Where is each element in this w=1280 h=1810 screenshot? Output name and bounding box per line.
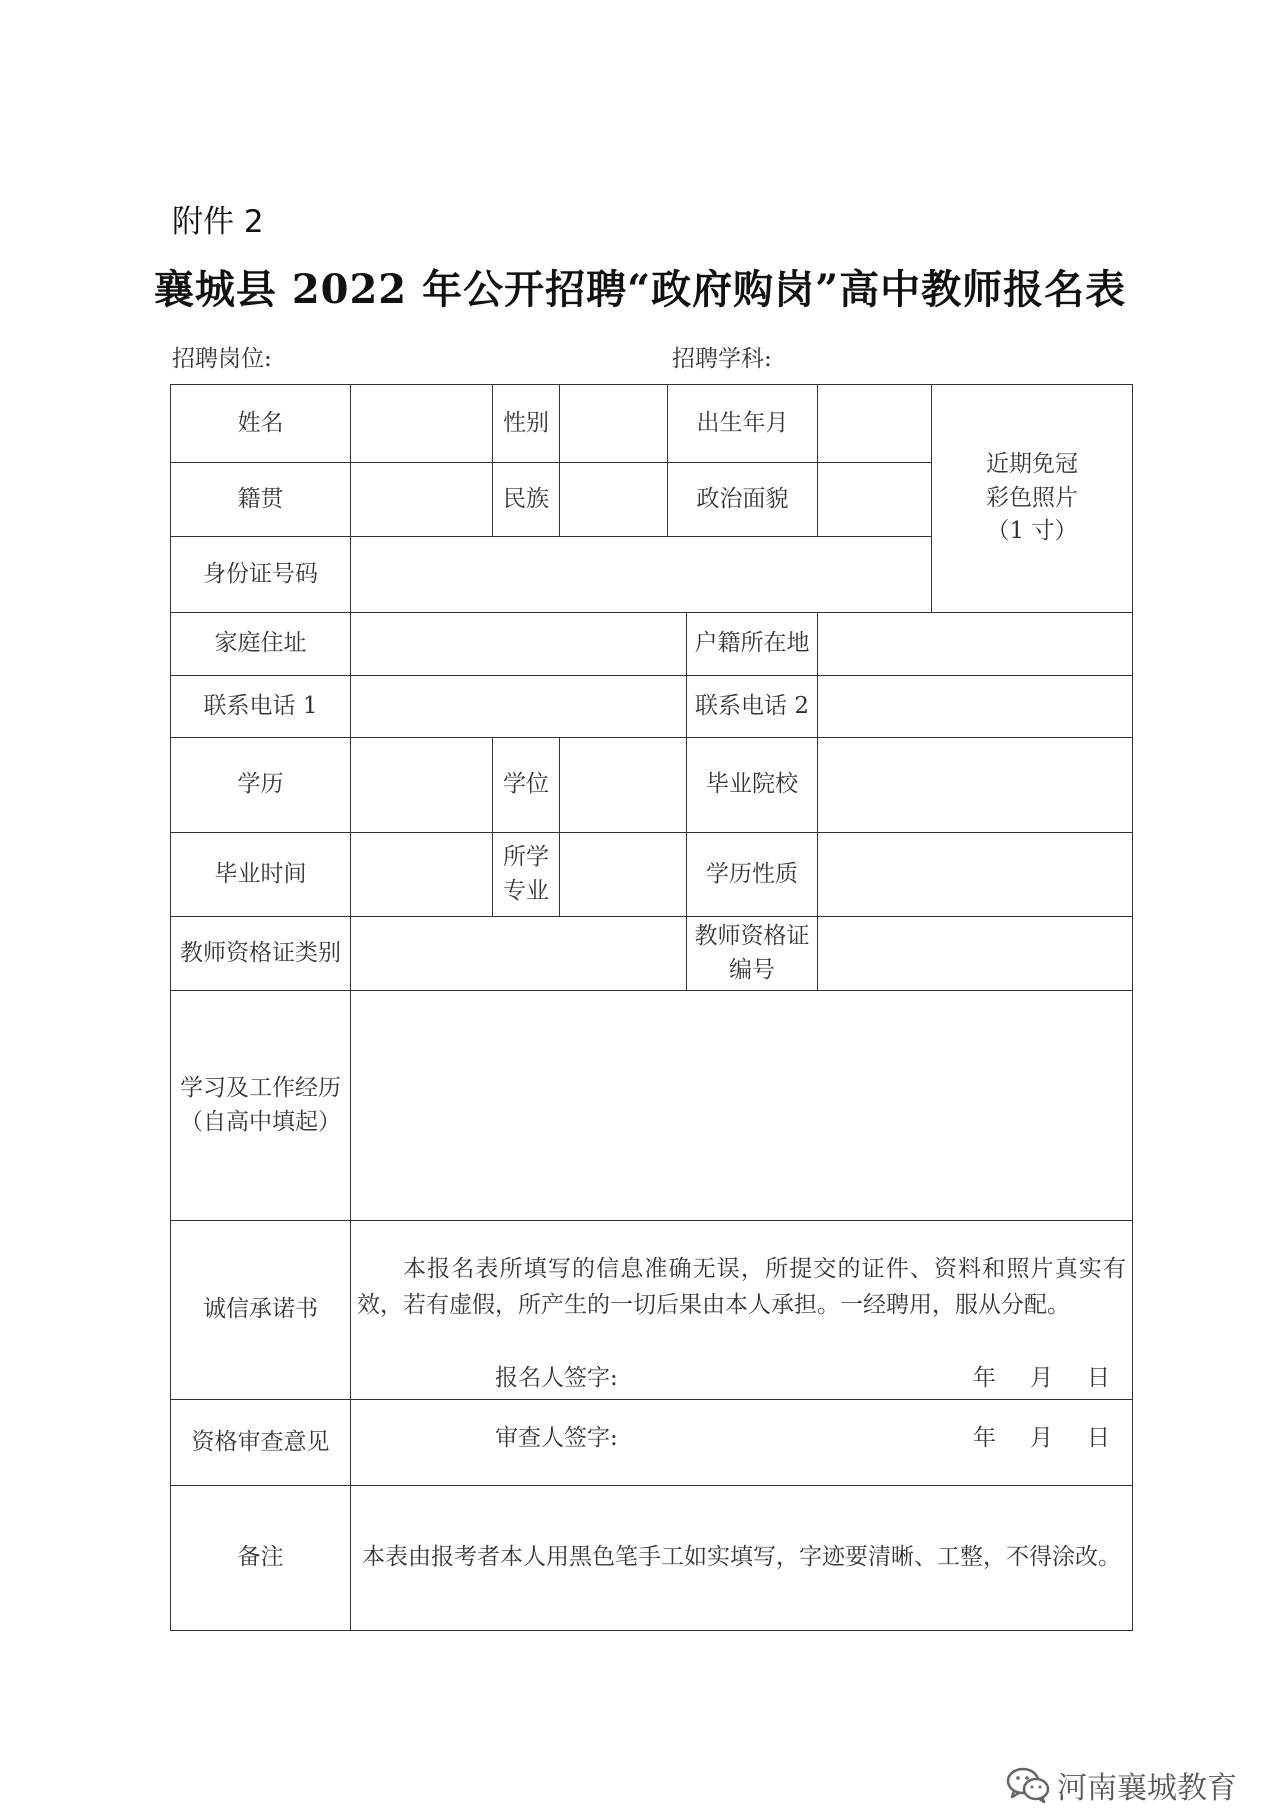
gender-value[interactable] <box>560 385 668 463</box>
gender-label: 性别 <box>493 385 560 463</box>
phone2-label: 联系电话 2 <box>687 676 818 738</box>
subject-label: 招聘学科: <box>672 346 772 372</box>
review-date-day: 日 <box>1087 1424 1110 1451</box>
home-address-label: 家庭住址 <box>171 613 351 676</box>
education-label: 学历 <box>171 738 351 833</box>
review-box[interactable] <box>351 1400 1133 1486</box>
date-year: 年 <box>973 1364 996 1391</box>
post-field <box>172 340 272 373</box>
cert-type-label: 教师资格证类别 <box>171 917 351 991</box>
review-label: 资格审查意见 <box>171 1400 351 1486</box>
phone2-value[interactable] <box>818 676 1133 738</box>
political-value[interactable] <box>818 463 932 537</box>
remark-text: 本表由报考者本人用黑色笔手工如实填写，字迹要清晰、工整，不得涂改。 <box>351 1486 1133 1631</box>
applicant-sign-label: 报名人签字: <box>495 1364 618 1391</box>
photo-box[interactable] <box>932 385 1133 613</box>
history-value[interactable] <box>351 991 1133 1221</box>
wechat-icon <box>1005 1766 1051 1804</box>
ethnic-label: 民族 <box>493 463 560 537</box>
watermark <box>1005 1763 1237 1807</box>
birth-label: 出生年月 <box>668 385 818 463</box>
cert-no-label <box>687 917 818 991</box>
hukou-value[interactable] <box>818 613 1133 676</box>
pledge-text: 本报名表所填写的信息准确无误，所提交的证件、资料和照片真实有效，若有虚假，所产生的一切后果由本人承担。一经聘用，服从分配。 <box>357 1256 1126 1318</box>
education-value[interactable] <box>351 738 493 833</box>
edu-nature-label: 学历性质 <box>687 833 818 917</box>
form-title: 襄城县 2022 年公开招聘“政府购岗”高中教师报名表 <box>153 266 1127 313</box>
native-value[interactable] <box>351 463 493 537</box>
native-label: 籍贯 <box>171 463 351 537</box>
degree-value[interactable] <box>560 738 687 833</box>
name-value[interactable] <box>351 385 493 463</box>
applicant-sign-row <box>355 1362 1128 1398</box>
date-month: 月 <box>1030 1364 1053 1391</box>
id-number-label: 身份证号码 <box>171 537 351 613</box>
cert-type-value[interactable] <box>351 917 687 991</box>
pledge-label: 诚信承诺书 <box>171 1221 351 1400</box>
major-line-1: 所学 <box>503 844 549 871</box>
phone1-label: 联系电话 1 <box>171 676 351 738</box>
reviewer-sign-row <box>355 1422 1128 1452</box>
edu-nature-value[interactable] <box>818 833 1133 917</box>
photo-line-1: 近期免冠 <box>986 451 1078 478</box>
history-line-1: 学习及工作经历 <box>180 1075 341 1102</box>
cert-no-value[interactable] <box>818 917 1133 991</box>
reviewer-sign-date[interactable] <box>973 1422 1110 1455</box>
subject-field <box>672 340 772 373</box>
hukou-label: 户籍所在地 <box>687 613 818 676</box>
school-value[interactable] <box>818 738 1133 833</box>
history-line-2: （自高中填起） <box>180 1108 341 1135</box>
post-label: 招聘岗位: <box>172 346 272 372</box>
cert-no-line-2: 编号 <box>729 956 775 983</box>
ethnic-value[interactable] <box>560 463 668 537</box>
home-address-value[interactable] <box>351 613 687 676</box>
watermark-text: 河南襄城教育 <box>1057 1771 1237 1806</box>
major-line-2: 专业 <box>503 877 549 904</box>
pledge-box <box>351 1221 1133 1400</box>
date-day: 日 <box>1087 1364 1110 1391</box>
photo-line-3: （1 寸） <box>986 518 1078 545</box>
degree-label: 学位 <box>493 738 560 833</box>
cert-no-line-1: 教师资格证 <box>694 923 810 950</box>
photo-line-2: 彩色照片 <box>986 484 1078 511</box>
school-label: 毕业院校 <box>687 738 818 833</box>
political-label: 政治面貌 <box>668 463 818 537</box>
registration-form-table <box>170 384 1133 1631</box>
birth-value[interactable] <box>818 385 932 463</box>
major-value[interactable] <box>560 833 687 917</box>
reviewer-sign-label: 审查人签字: <box>495 1424 618 1451</box>
name-label: 姓名 <box>171 385 351 463</box>
phone1-value[interactable] <box>351 676 687 738</box>
review-date-year: 年 <box>973 1424 996 1451</box>
grad-time-value[interactable] <box>351 833 493 917</box>
id-number-value[interactable] <box>351 537 932 613</box>
review-date-month: 月 <box>1030 1424 1053 1451</box>
applicant-sign-date[interactable] <box>973 1362 1110 1395</box>
remark-label: 备注 <box>171 1486 351 1631</box>
major-label <box>493 833 560 917</box>
attachment-label: 附件 2 <box>172 204 264 240</box>
grad-time-label: 毕业时间 <box>171 833 351 917</box>
history-label <box>171 991 351 1221</box>
